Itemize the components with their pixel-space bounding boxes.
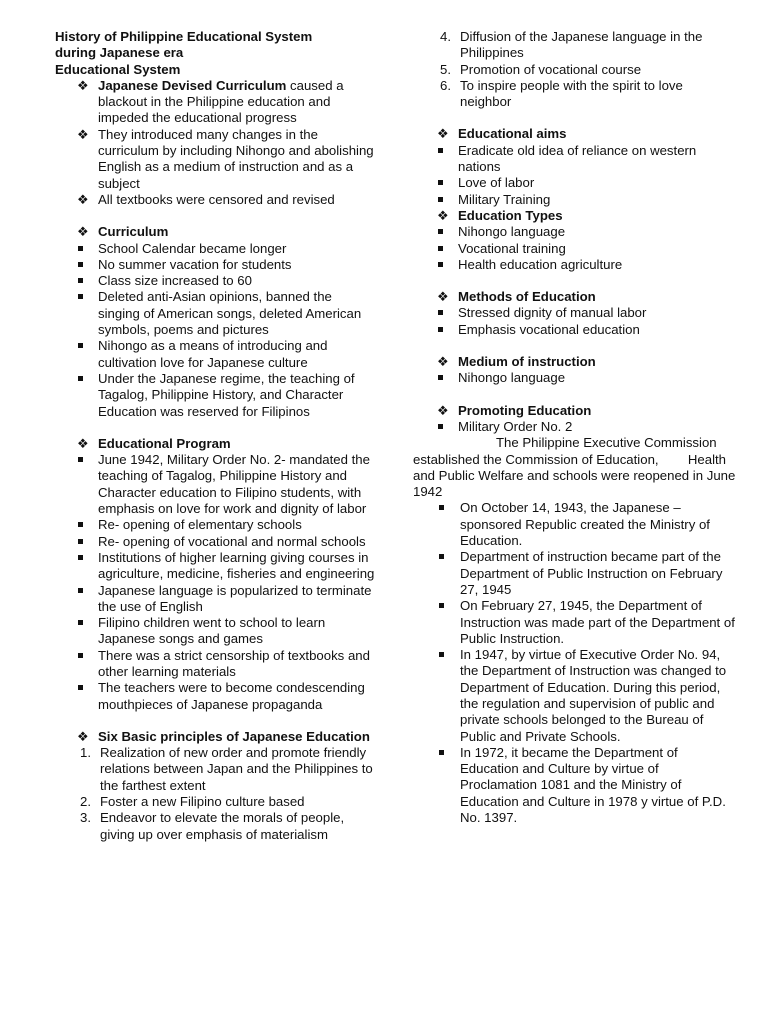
intro-item bbox=[55, 78, 377, 127]
square-bullet-icon bbox=[438, 246, 443, 251]
document-title-line2: during Japanese era bbox=[55, 45, 184, 61]
intro-item-text: All textbooks were censored and revised bbox=[98, 191, 335, 207]
diamond-bullet-icon: ❖ bbox=[437, 289, 449, 305]
list-item: Japanese language is popularized to terminate the use of English bbox=[55, 583, 377, 616]
square-bullet-icon bbox=[78, 555, 83, 560]
square-bullet-icon bbox=[438, 262, 443, 267]
square-bullet-icon bbox=[78, 620, 83, 625]
educational-aims-heading: ❖ Educational aims bbox=[437, 126, 567, 142]
educational-program-heading: ❖ Educational Program bbox=[77, 435, 231, 451]
square-bullet-icon bbox=[438, 375, 443, 380]
numbered-item: 6. To inspire people with the spirit to love neighbor bbox=[440, 77, 683, 110]
intro-item-text: caused a blackout in the Philippine education and impeded the educational progress bbox=[98, 77, 344, 126]
list-item: Health education agriculture bbox=[415, 257, 737, 273]
list-item: There was a strict censorship of textbooks and other learning materials bbox=[55, 648, 377, 681]
square-bullet-icon bbox=[78, 262, 83, 267]
left-column bbox=[55, 29, 377, 843]
list-item: Military Training bbox=[415, 192, 737, 208]
six-principles-heading: ❖ Six Basic principles of Japanese Education bbox=[77, 728, 370, 744]
square-bullet-icon bbox=[78, 294, 83, 299]
diamond-bullet-icon: ❖ bbox=[437, 207, 449, 223]
square-bullet-icon bbox=[78, 685, 83, 690]
list-item: Department of instruction became part of the Department of Public Instruction on February 27, 1945 bbox=[415, 549, 737, 598]
numbered-item: 5. Promotion of vocational course bbox=[440, 61, 642, 77]
square-bullet-icon bbox=[78, 522, 83, 527]
section-subtitle: Educational System bbox=[55, 61, 181, 77]
square-bullet-icon bbox=[78, 539, 83, 544]
methods-heading: ❖ Methods of Education bbox=[437, 289, 596, 305]
list-item: Institutions of higher learning giving courses in agriculture, medicine, fisheries and engineering bbox=[55, 550, 377, 583]
list-item: Filipino children went to school to learn Japanese songs and games bbox=[55, 615, 377, 648]
intro-item bbox=[55, 127, 377, 192]
list-item: Emphasis vocational education bbox=[415, 322, 737, 338]
list-item: Nihongo language bbox=[415, 224, 737, 240]
square-bullet-icon bbox=[78, 343, 83, 348]
square-bullet-icon bbox=[439, 652, 444, 657]
square-bullet-icon bbox=[78, 246, 83, 251]
square-bullet-icon bbox=[439, 603, 444, 608]
diamond-bullet-icon: ❖ bbox=[77, 728, 89, 744]
diamond-bullet-icon: ❖ bbox=[77, 435, 89, 451]
square-bullet-icon bbox=[438, 197, 443, 202]
square-bullet-icon bbox=[78, 376, 83, 381]
list-item: Stressed dignity of manual labor bbox=[415, 305, 737, 321]
numbered-item: 1. Realization of new order and promote friendly relations between Japan and the Philippines to the farthest extent bbox=[80, 745, 373, 793]
numbered-item: 3. Endeavor to elevate the morals of people, giving up over emphasis of materialism bbox=[80, 810, 345, 842]
list-item: No summer vacation for students bbox=[55, 257, 377, 273]
intro-item-text: They introduced many changes in the curriculum by including Nihongo and abolishing English as a medium of instruction and as a subject bbox=[98, 126, 374, 191]
square-bullet-icon bbox=[438, 424, 443, 429]
square-bullet-icon bbox=[438, 229, 443, 234]
medium-heading: ❖ Medium of instruction bbox=[437, 354, 596, 370]
square-bullet-icon bbox=[439, 505, 444, 510]
square-bullet-icon bbox=[438, 310, 443, 315]
square-bullet-icon bbox=[78, 588, 83, 593]
list-item: School Calendar became longer bbox=[55, 241, 377, 257]
list-item: June 1942, Military Order No. 2- mandated the teaching of Tagalog, Philippine History and Character education to Filipino students, with emphasis on love for work and dignity of labor bbox=[55, 452, 377, 517]
list-item: Military Order No. 2 bbox=[415, 419, 737, 435]
list-item: In 1972, it became the Department of Education and Culture by virtue of Proclamation 1081 and the Ministry of Education and Culture in 1978 y virtue of P.D. No. 1397. bbox=[415, 745, 737, 826]
square-bullet-icon bbox=[439, 554, 444, 559]
right-column bbox=[415, 29, 737, 826]
diamond-bullet-icon: ❖ bbox=[77, 126, 89, 142]
education-types-heading: ❖ Education Types bbox=[437, 207, 563, 223]
list-item: On February 27, 1945, the Department of Instruction was made part of the Department of Public Instruction. bbox=[415, 598, 737, 647]
diamond-bullet-icon: ❖ bbox=[77, 191, 89, 207]
square-bullet-icon bbox=[439, 750, 444, 755]
square-bullet-icon bbox=[438, 327, 443, 332]
promoting-heading: ❖ Promoting Education bbox=[437, 402, 592, 418]
list-item: On October 14, 1943, the Japanese – sponsored Republic created the Ministry of Education. bbox=[415, 500, 737, 549]
diamond-bullet-icon: ❖ bbox=[437, 354, 449, 370]
curriculum-heading: ❖ Curriculum bbox=[77, 224, 169, 240]
list-item: Under the Japanese regime, the teaching of Tagalog, Philippine History, and Character Education was reserved for Filipinos bbox=[55, 371, 377, 420]
list-item: The teachers were to become condescending mouthpieces of Japanese propaganda bbox=[55, 680, 377, 713]
list-item: Re- opening of vocational and normal schools bbox=[55, 534, 377, 550]
numbered-item: 4. Diffusion of the Japanese language in the Philippines bbox=[440, 29, 703, 61]
list-item: Class size increased to 60 bbox=[55, 273, 377, 289]
numbered-item: 2. Foster a new Filipino culture based bbox=[80, 794, 305, 810]
document-title-line1: History of Philippine Educational System bbox=[55, 29, 313, 44]
list-item: Eradicate old idea of reliance on western nations bbox=[415, 143, 737, 176]
square-bullet-icon bbox=[438, 148, 443, 153]
square-bullet-icon bbox=[78, 278, 83, 283]
list-item: Vocational training bbox=[415, 241, 737, 257]
square-bullet-icon bbox=[438, 180, 443, 185]
list-item: In 1947, by virtue of Executive Order No. 94, the Department of Instruction was changed to Department of Education. During this period, the regulation and supervision of public and private schools belonged to the Bureau of Public and Private Schools. bbox=[415, 647, 737, 745]
diamond-bullet-icon: ❖ bbox=[77, 77, 89, 93]
list-item: Nihongo language bbox=[415, 370, 737, 386]
list-item: Nihongo as a means of introducing and cultivation love for Japanese culture bbox=[55, 338, 377, 371]
intro-item-bold: Japanese Devised Curriculum bbox=[98, 77, 287, 93]
intro-item bbox=[55, 192, 377, 208]
square-bullet-icon bbox=[78, 653, 83, 658]
list-item: Love of labor bbox=[415, 175, 737, 191]
list-item: Re- opening of elementary schools bbox=[55, 517, 377, 533]
list-item: Deleted anti-Asian opinions, banned the singing of American songs, deleted American symbols, poems and pictures bbox=[55, 289, 377, 338]
diamond-bullet-icon: ❖ bbox=[437, 126, 449, 142]
diamond-bullet-icon: ❖ bbox=[77, 224, 89, 240]
diamond-bullet-icon: ❖ bbox=[437, 402, 449, 418]
commission-paragraph: The Philippine Executive Commission established the Commission of Education, Health and Public Welfare and schools were reopened in June 1942 bbox=[413, 435, 739, 500]
square-bullet-icon bbox=[78, 457, 83, 462]
